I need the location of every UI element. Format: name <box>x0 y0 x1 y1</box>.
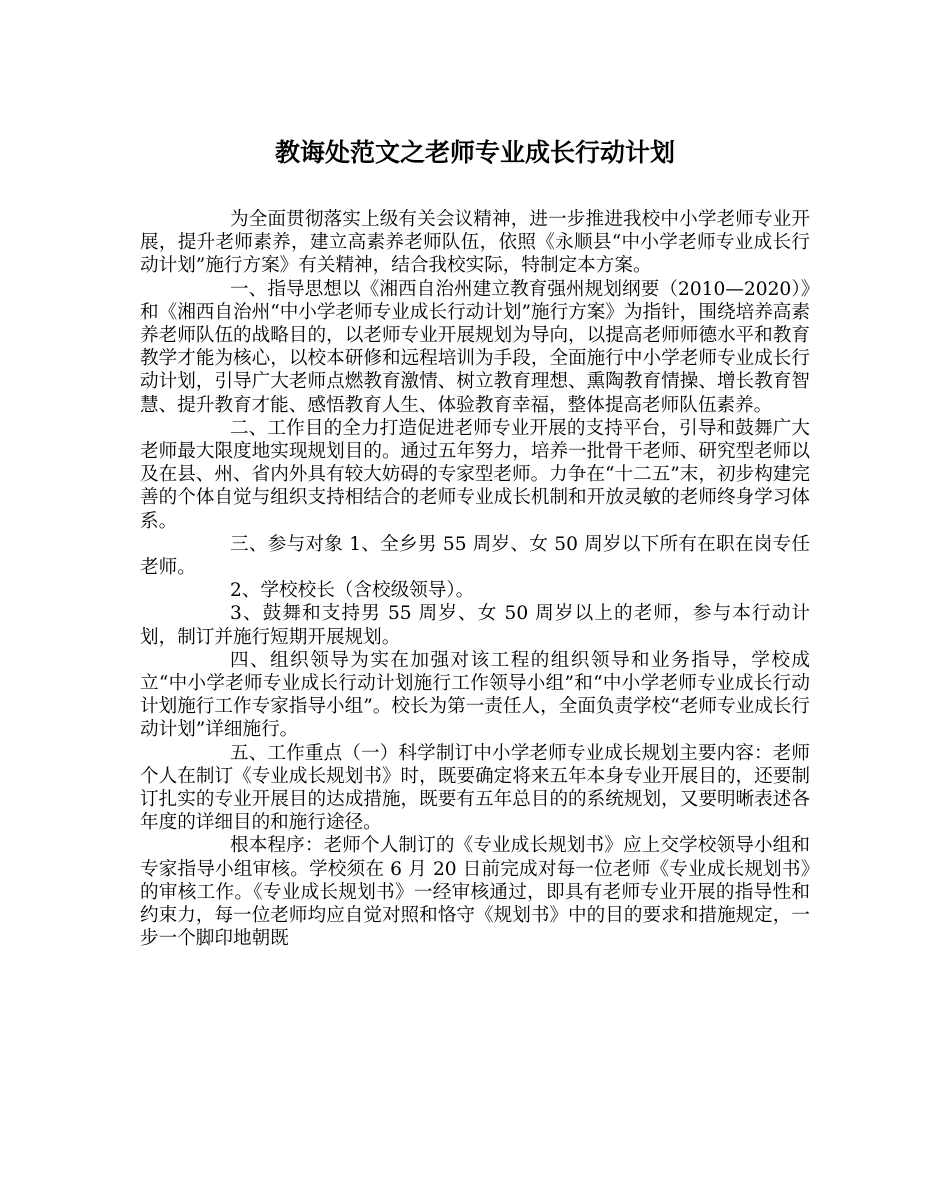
paragraph-guiding-ideology: 一、指导思想以《湘西自治州建立教育强州规划纲要（2010—2020）》和《湘西自治州“中小学老师专业成长行动计划”施行方案》为指针，围绕培养高素养老师队伍的战略目的，以老师专业开展规划为导向，以提高老师师德水平和教育教学才能为核心，以校本研修和远程培训为手段，全面施行中小学老师专业成长行动计划，引导广大老师点燃教育激情、树立教育理想、熏陶教育情操、增长教育智慧、提升教育才能、感悟教育人生、体验教育幸福，整体提高老师队伍素养。 <box>140 278 810 416</box>
paragraph-work-goals: 二、工作目的全力打造促进老师专业开展的支持平台，引导和鼓舞广大老师最大限度地实现规划目的。通过五年努力，培养一批骨干老师、研究型老师以及在县、州、省内外具有较大妨碍的专家型老师。力争在“十二五”末，初步构建完善的个体自觉与组织支持相结合的老师专业成长机制和开放灵敏的老师终身学习体系。 <box>140 417 810 532</box>
paragraph-intro: 为全面贯彻落实上级有关会议精神，进一步推进我校中小学老师专业开展，提升老师素养，建立高素养老师队伍，依照《永顺县“中小学老师专业成长行动计划”施行方案》有关精神，结合我校实际，特制定本方案。 <box>140 209 810 277</box>
paragraph-participants-1: 三、参与对象 1、全乡男 55 周岁、女 50 周岁以下所有在职在岗专任老师。 <box>140 533 810 579</box>
document-body <box>140 208 810 951</box>
paragraph-organization: 四、组织领导为实在加强对该工程的组织领导和业务指导，学校成立“中小学老师专业成长行动计划施行工作领导小组”和“中小学老师专业成长行动计划施行工作专家指导小组”。校长为第一责任人，全面负责学校“老师专业成长行动计划”详细施行。 <box>140 649 810 741</box>
paragraph-work-focus: 五、工作重点（一）科学制订中小学老师专业成长规划主要内容：老师个人在制订《专业成长规划书》时，既要确定将来五年本身专业开展目的，还要制订扎实的专业开展目的达成措施，既要有五年总目的的系统规划，又要明晰表述各年度的详细目的和施行途径。 <box>140 742 810 834</box>
paragraph-participants-3: 3、鼓舞和支持男 55 周岁、女 50 周岁以上的老师，参与本行动计划，制订并施行短期开展规划。 <box>140 603 810 648</box>
document-title: 教诲处范文之老师专业成长行动计划 <box>274 138 675 167</box>
paragraph-basic-procedure: 根本程序：老师个人制订的《专业成长规划书》应上交学校领导小组和专家指导小组审核。学校须在 6 月 20 日前完成对每一位老师《专业成长规划书》的审核工作。《专业成长规划书》一经审核通过，即具有老师专业开展的指导性和约束力，每一位老师均应自觉对照和恪守《规划书》中的目的要求和措施规定，一步一个脚印地朝既 <box>140 835 810 950</box>
paragraph-participants-2: 2、学校校长（含校级领导）。 <box>230 580 475 602</box>
